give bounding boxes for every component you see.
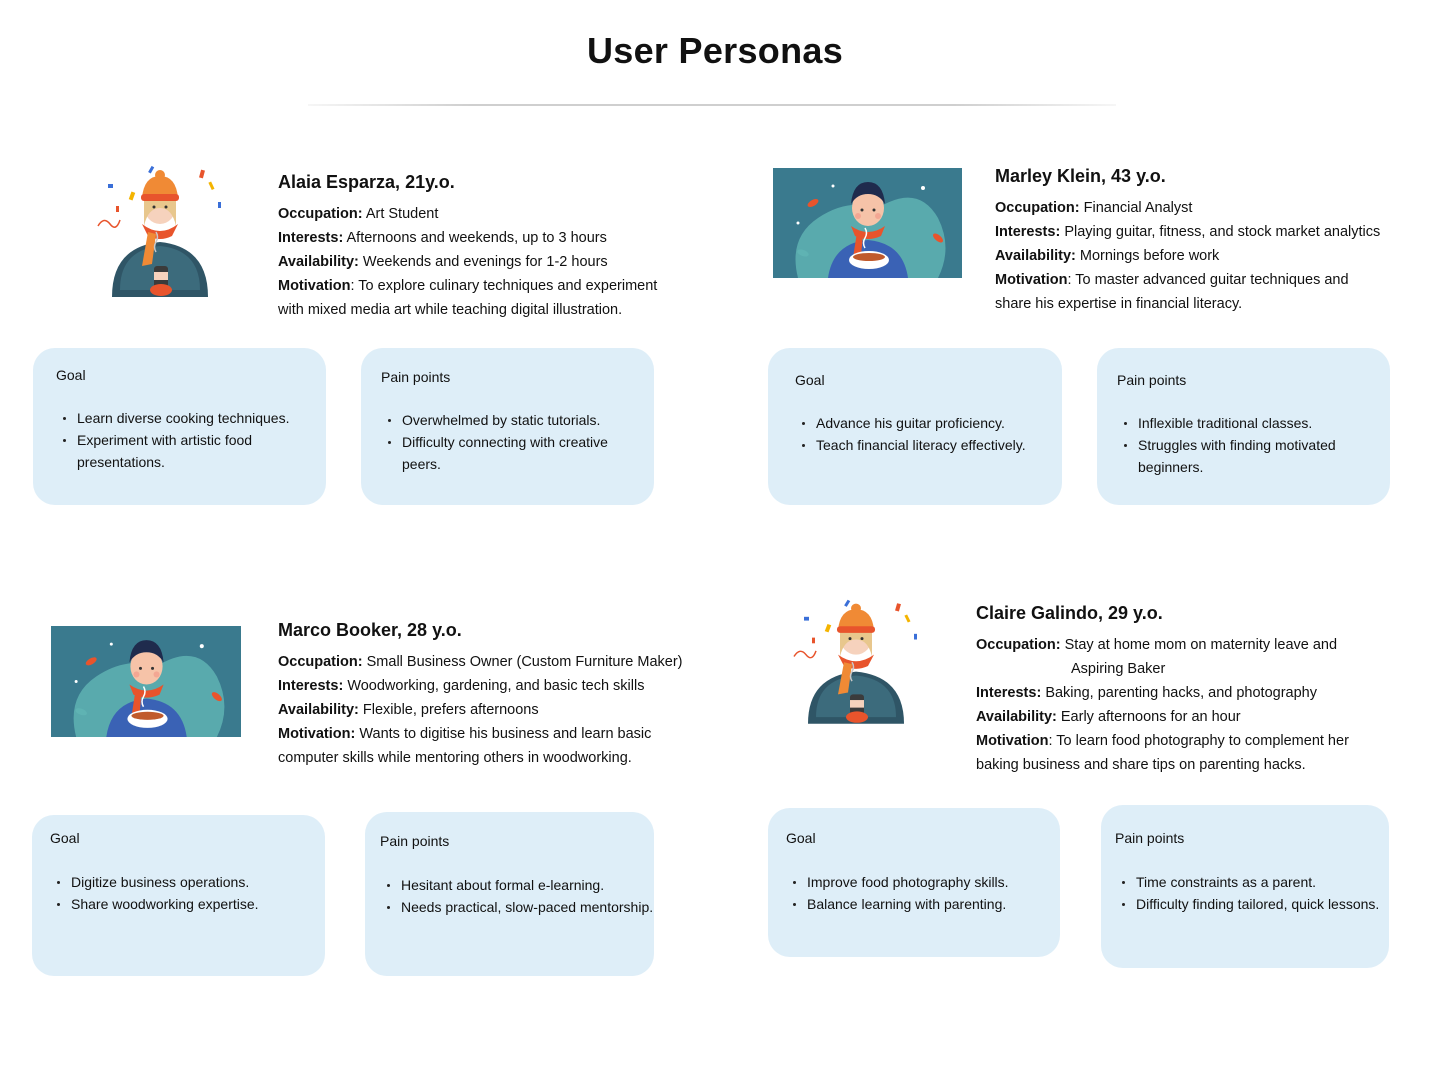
occupation-row [278,202,718,226]
persona-avatar-alaia [90,162,230,310]
persona-details [976,633,1406,777]
availability-value: Mornings before work [1079,248,1220,264]
interests-label: Interests: [995,224,1061,240]
motivation-label: Motivation [278,278,351,294]
list-item: Digitize business operations. [54,871,259,893]
availability-row [278,698,718,722]
motivation-value: : To explore culinary techniques and experiment [350,278,658,294]
interests-label: Interests: [976,685,1042,701]
persona-name: Claire Galindo, 29 y.o. [976,603,1163,623]
goal-card-title: Goal [795,372,825,388]
goal-list [799,412,1026,456]
persona-name: Marley Klein, 43 y.o. [995,166,1166,186]
list-item: Share woodworking expertise. [54,893,259,915]
list-item: Difficulty connecting with creative [385,431,608,453]
pain-points-card-title: Pain points [1117,372,1187,388]
occupation-label: Occupation: [976,637,1061,653]
persona-details [278,650,718,770]
occupation-continued: Aspiring Baker [1071,661,1166,677]
pain-points-card-title: Pain points [1115,830,1185,846]
occupation-value: Art Student [365,206,439,222]
list-item: Improve food photography skills. [790,871,1009,893]
persona-avatar-marley [773,168,962,278]
woman-with-beanie-and-scarf-holding-coffee-icon [786,596,926,736]
pain-points-list [1119,871,1379,915]
pain-points-list [385,409,608,475]
goal-card-title: Goal [56,367,86,383]
list-item-continued: presentations. [77,454,165,470]
availability-value: Flexible, prefers afternoons [362,702,539,718]
interests-label: Interests: [278,230,344,246]
interests-value: Woodworking, gardening, and basic tech skills [347,678,645,694]
interests-value: Afternoons and weekends, up to 3 hours [346,230,607,246]
motivation-continued: share his expertise in financial literacy. [995,296,1243,312]
motivation-row [995,268,1415,292]
occupation-value: Stay at home mom on maternity leave and [1064,637,1338,653]
occupation-row [995,196,1415,220]
occupation-value: Financial Analyst [1083,200,1193,216]
persona-name: Alaia Esparza, 21y.o. [278,172,455,192]
list-item: Overwhelmed by static tutorials. [385,409,608,431]
goal-list [54,871,259,915]
motivation-continued: computer skills while mentoring others in woodworking. [278,750,632,766]
list-item: Inflexible traditional classes. [1121,412,1336,434]
list-item: Balance learning with parenting. [790,893,1009,915]
motivation-continued: baking business and share tips on parenting hacks. [976,757,1306,773]
pain-points-list [1121,412,1336,478]
goal-list [60,407,289,473]
list-item: Advance his guitar proficiency. [799,412,1026,434]
occupation-row [278,650,718,674]
occupation-label: Occupation: [278,654,363,670]
interests-label: Interests: [278,678,344,694]
availability-label: Availability: [976,709,1057,725]
motivation-value: : To master advanced guitar techniques and [1067,272,1349,288]
goal-card [32,815,325,976]
list-item: Hesitant about formal e-learning. [384,874,653,896]
list-item-continued: peers. [402,456,441,472]
availability-label: Availability: [278,702,359,718]
availability-row [278,250,718,274]
persona-details [278,202,718,322]
pain-points-card [1101,805,1389,968]
interests-row [278,674,718,698]
woman-with-beanie-and-scarf-holding-coffee-icon [90,162,230,310]
motivation-row [278,274,718,298]
motivation-continued: with mixed media art while teaching digital illustration. [278,302,623,318]
interests-row [976,681,1406,705]
availability-value: Weekends and evenings for 1-2 hours [362,254,608,270]
pain-points-card [361,348,654,505]
pain-points-card-title: Pain points [380,833,450,849]
motivation-value: : To learn food photography to complement her [1048,733,1349,749]
motivation-row [976,729,1406,753]
motivation-label: Motivation [995,272,1068,288]
interests-row [278,226,718,250]
motivation-label: Motivation [976,733,1049,749]
persona-avatar-marco [51,626,241,737]
availability-row [976,705,1406,729]
occupation-value: Small Business Owner (Custom Furniture Maker) [366,654,683,670]
pain-points-card [365,812,654,976]
interests-row [995,220,1415,244]
title-divider [308,104,1116,106]
pain-points-card-title: Pain points [381,369,451,385]
interests-value: Playing guitar, fitness, and stock market analytics [1064,224,1381,240]
availability-label: Availability: [278,254,359,270]
persona-details [995,196,1415,316]
interests-value: Baking, parenting hacks, and photography [1045,685,1317,701]
availability-value: Early afternoons for an hour [1060,709,1241,725]
list-item: Teach financial literacy effectively. [799,434,1026,456]
man-with-scarf-holding-soup-bowl-icon [51,626,241,737]
list-item-continued: beginners. [1138,459,1204,475]
availability-row [995,244,1415,268]
goal-list [790,871,1009,915]
goal-card-title: Goal [786,830,816,846]
list-item: Difficulty finding tailored, quick lessons. [1119,893,1379,915]
persona-name: Marco Booker, 28 y.o. [278,620,462,640]
list-item: Needs practical, slow-paced mentorship. [384,896,653,918]
pain-points-list [384,874,653,918]
motivation-value: Wants to digitise his business and learn basic [355,726,652,742]
goal-card [33,348,326,505]
goal-card [768,808,1060,957]
list-item: Learn diverse cooking techniques. [60,407,289,429]
list-item: Struggles with finding motivated [1121,434,1336,456]
persona-avatar-claire [786,596,926,736]
list-item: Time constraints as a parent. [1119,871,1379,893]
motivation-label: Motivation: [278,726,356,742]
pain-points-card [1097,348,1390,505]
goal-card-title: Goal [50,830,80,846]
availability-label: Availability: [995,248,1076,264]
man-with-scarf-holding-soup-bowl-icon [773,168,962,278]
occupation-label: Occupation: [278,206,363,222]
list-item: Experiment with artistic food [60,429,289,451]
page-title: User Personas [586,30,844,71]
occupation-row [976,633,1406,657]
goal-card [768,348,1062,505]
motivation-row [278,722,718,746]
occupation-label: Occupation: [995,200,1080,216]
